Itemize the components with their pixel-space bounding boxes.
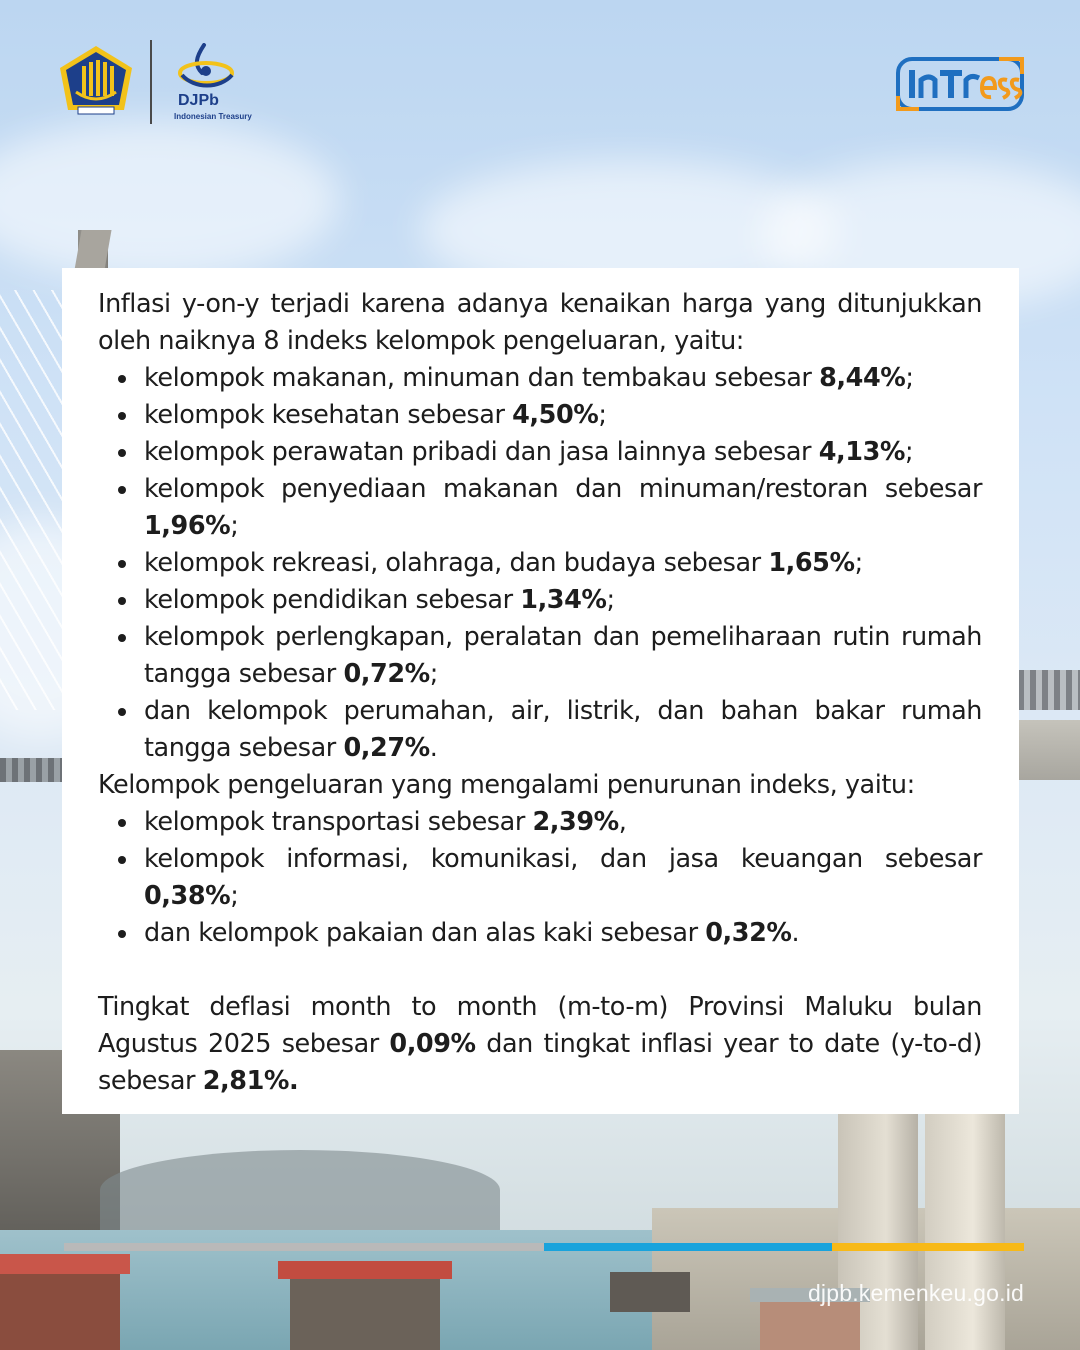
list-item: kelompok transportasi sebesar 2,39%, bbox=[98, 804, 982, 841]
increase-value: 0,27% bbox=[343, 733, 430, 763]
decrease-value: 0,32% bbox=[705, 918, 792, 948]
summary-paragraph: Tingkat deflasi month to month (m-to-m) Provinsi Maluku bulan Agustus 2025 sebesar 0,09% dan tingkat inflasi year to date (y-to-d) sebesar 2,81%. bbox=[98, 992, 983, 1096]
website-link[interactable]: djpb.kemenkeu.go.id bbox=[807, 1280, 1024, 1306]
intro-paragraph: Inflasi y-on-y terjadi karena adanya kenaikan harga yang ditunjukkan oleh naiknya 8 indeks kelompok pengeluaran, yaitu: bbox=[98, 289, 982, 356]
header-logos bbox=[58, 40, 252, 124]
increase-value: 4,13% bbox=[818, 437, 905, 467]
spacer bbox=[98, 952, 982, 989]
list-item: kelompok pendidikan sebesar 1,34%; bbox=[98, 582, 982, 619]
footer-bar-yellow bbox=[832, 1243, 1024, 1251]
intress-logo bbox=[895, 56, 1025, 112]
ytd-value: 2,81%. bbox=[202, 1066, 299, 1096]
list-item: kelompok penyediaan makanan dan minuman/restoran sebesar 1,96%; bbox=[98, 471, 982, 545]
increase-value: 4,50% bbox=[512, 400, 599, 430]
decrease-list bbox=[98, 804, 982, 952]
increase-value: 1,65% bbox=[768, 548, 855, 578]
list-item: dan kelompok perumahan, air, listrik, dan bahan bakar rumah tangga sebesar 0,27%. bbox=[98, 693, 982, 767]
djpb-subtitle: Indonesian Treasury bbox=[174, 112, 252, 121]
mtm-value: 0,09% bbox=[389, 1029, 476, 1059]
logo-divider bbox=[150, 40, 152, 124]
list-item: kelompok perawatan pribadi dan jasa lainnya sebesar 4,13%; bbox=[98, 434, 982, 471]
list-item: dan kelompok pakaian dan alas kaki sebesar 0,32%. bbox=[98, 915, 982, 952]
list-item: kelompok makanan, minuman dan tembakau sebesar 8,44%; bbox=[98, 360, 982, 397]
decrease-value: 0,38% bbox=[144, 881, 231, 911]
list-item: kelompok informasi, komunikasi, dan jasa keuangan sebesar 0,38%; bbox=[98, 841, 982, 915]
increase-value: 1,34% bbox=[520, 585, 607, 615]
increase-value: 1,96% bbox=[144, 511, 231, 541]
djpb-title: DJPb bbox=[178, 92, 219, 109]
footer-bar-gray bbox=[64, 1243, 544, 1251]
footer-bar-blue bbox=[544, 1243, 832, 1251]
increase-value: 0,72% bbox=[343, 659, 430, 689]
list-item: kelompok rekreasi, olahraga, dan budaya sebesar 1,65%; bbox=[98, 545, 982, 582]
list-item: kelompok perlengkapan, peralatan dan pemeliharaan rutin rumah tangga sebesar 0,72%; bbox=[98, 619, 982, 693]
increase-list bbox=[98, 360, 982, 767]
decrease-intro: Kelompok pengeluaran yang mengalami penurunan indeks, yaitu: bbox=[98, 770, 915, 800]
decrease-value: 2,39% bbox=[532, 807, 619, 837]
kemenkeu-emblem-icon bbox=[58, 44, 134, 120]
increase-value: 8,44% bbox=[819, 363, 906, 393]
djpb-swirl-icon bbox=[174, 43, 238, 93]
djpb-logo bbox=[174, 43, 252, 121]
content-card bbox=[62, 268, 1019, 1114]
list-item: kelompok kesehatan sebesar 4,50%; bbox=[98, 397, 982, 434]
